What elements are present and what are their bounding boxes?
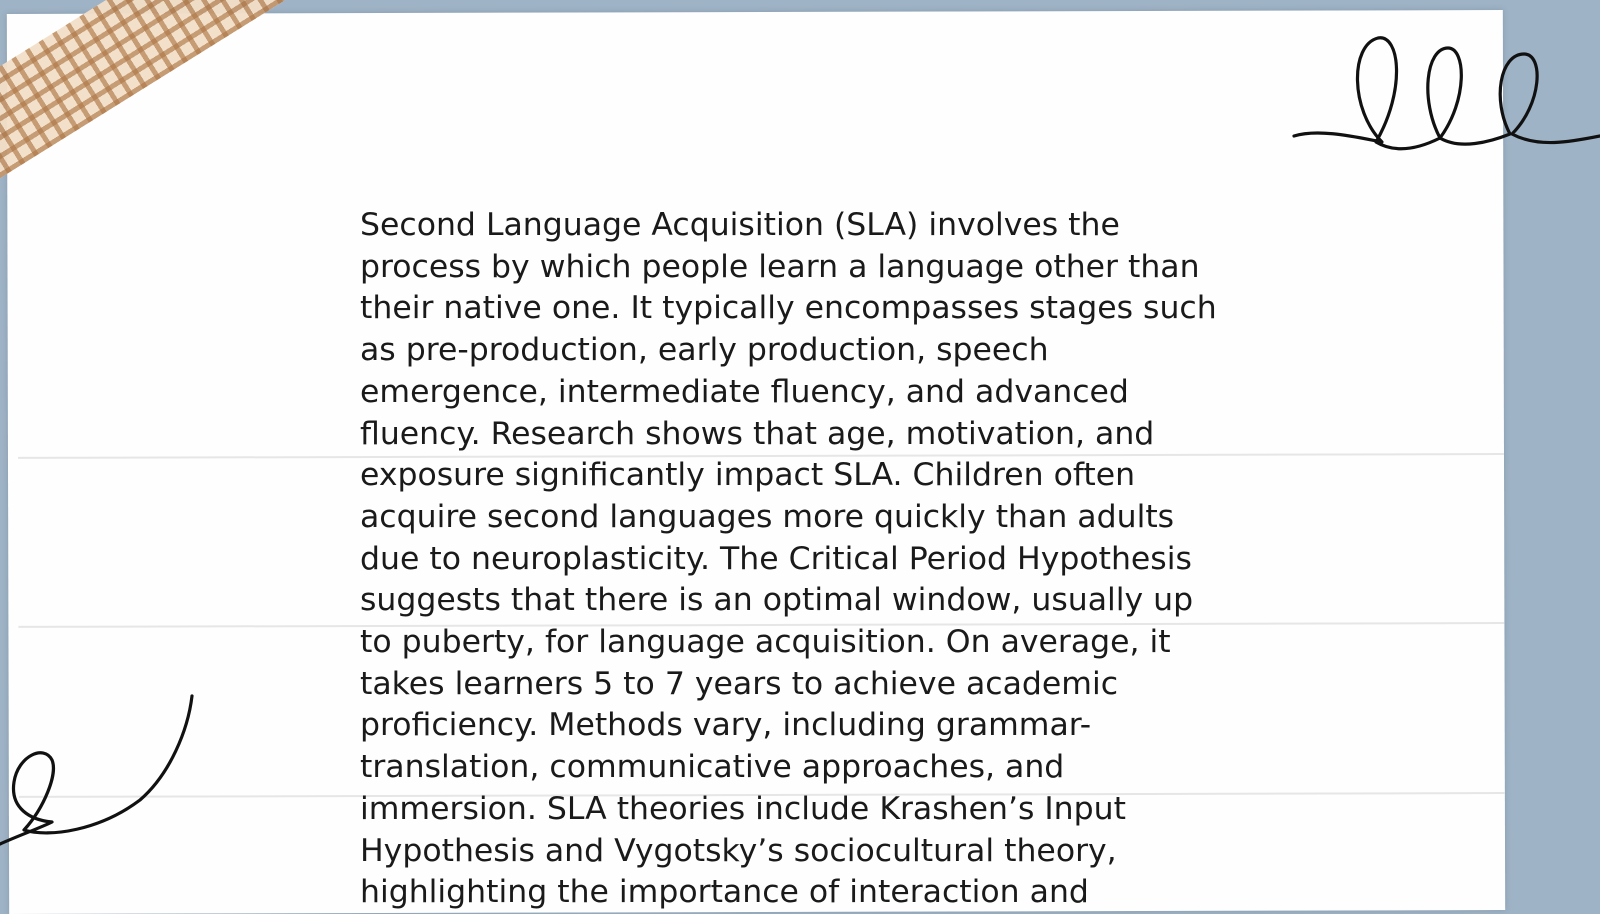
swoosh-squiggle-decoration xyxy=(0,690,200,850)
body-paragraph: Second Language Acquisition (SLA) involves the process by which people learn a language other than their native one. It typically encompasses stages such as pre-production, early production, speech emergence, intermediate fluency, and advanced fluency. Research shows that age, motivation, and exposure significantly impact SLA. Children often acquire second languages more quickly than adults due to neuroplasticity. The Critical Period Hypothesis suggests that there is an optimal window, usually up to puberty, for language acquisition. On average, it takes learners 5 to 7 years to achieve academic proficiency. Methods vary, including grammar- translation, communicative approaches, and immersion. SLA theories include Krashen’s Input Hypothesis and Vygotsky’s sociocultural theory, highlighting the importance of interaction and xyxy=(360,207,1217,911)
loop-squiggle-decoration xyxy=(1290,30,1600,165)
